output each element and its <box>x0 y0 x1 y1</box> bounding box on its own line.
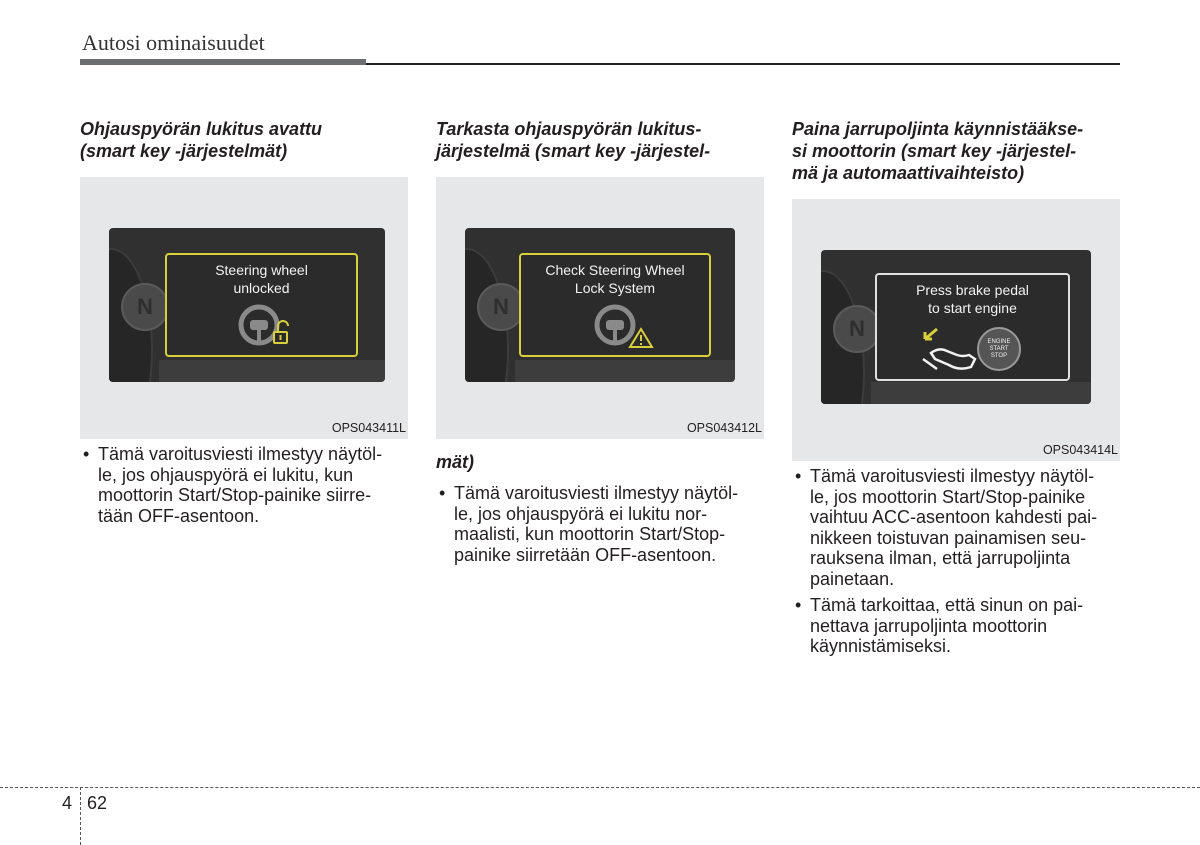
steering-wheel-warning-icon <box>593 303 655 349</box>
bullet-line: painetaan. <box>810 568 895 589</box>
heading-line: Tarkasta ohjauspyörän lukitus- <box>436 119 702 139</box>
header-rule-thick <box>80 59 366 65</box>
bullet-line: le, jos ohjauspyörä ei lukitu, kun <box>98 464 354 485</box>
footer-rule <box>0 787 1200 788</box>
figure-check-steering <box>436 177 764 439</box>
brake-pedal-icon <box>917 327 983 373</box>
display-ledge <box>515 360 735 382</box>
figure-steering-unlocked <box>80 177 408 439</box>
bullet-list <box>80 444 410 526</box>
message-line: Check Steering Wheel <box>545 262 685 278</box>
figure-code: OPS043414L <box>1042 443 1118 457</box>
button-label-line: START <box>989 346 1009 352</box>
heading-line: si moottorin (smart key -järjestel- <box>792 141 1077 161</box>
section-steering-unlocked <box>80 118 410 526</box>
figure-code: OPS043411L <box>331 421 406 435</box>
section-heading <box>436 118 766 162</box>
message-line: Press brake pedal <box>916 282 1029 298</box>
bullet-item <box>436 483 766 565</box>
heading-line: Ohjauspyörän lukitus avattu <box>80 119 323 139</box>
bullet-line: tään OFF-asentoon. <box>98 505 260 526</box>
cluster-display <box>109 228 385 382</box>
page-number: 62 <box>87 793 108 813</box>
section-heading <box>792 118 1122 184</box>
bullet-item <box>792 595 1122 657</box>
page-header-title: Autosi ominaisuudet <box>82 30 265 55</box>
bullet-line: vaihtuu ACC-asentoon kahdesti pai- <box>810 507 1098 527</box>
cluster-display <box>821 250 1091 404</box>
warning-message-box <box>519 253 711 357</box>
bullet-line: • Tämä tarkoittaa, että sinun on pai- <box>810 595 1084 615</box>
message-line: unlocked <box>233 280 290 296</box>
bullet-line: maalisti, kun moottorin Start/Stop- <box>454 524 726 544</box>
display-ledge <box>871 382 1091 404</box>
footer-divider <box>80 787 81 845</box>
message-line: to start engine <box>928 300 1017 316</box>
heading-continuation: mät) <box>436 452 475 472</box>
chapter-number: 4 <box>62 793 73 813</box>
steering-wheel-unlocked-icon <box>237 303 297 349</box>
message-line: Steering wheel <box>215 262 308 278</box>
bullet-line: le, jos moottorin Start/Stop-painike <box>810 486 1086 507</box>
bullet-item <box>80 444 410 526</box>
heading-line: järjestelmä (smart key -järjestel- <box>436 141 711 161</box>
figure-code: OPS043412L <box>686 421 762 435</box>
bullet-line: nikkeen toistuvan painamisen seu- <box>810 527 1087 548</box>
section-check-steering-lock <box>436 118 766 565</box>
bullet-line: le, jos ohjauspyörä ei lukitu nor- <box>454 503 708 524</box>
heading-line: mä ja automaattivaihteisto) <box>792 163 1025 183</box>
bullet-list <box>436 483 766 565</box>
bullet-line: rauksena ilman, että jarrupoljinta <box>810 548 1071 568</box>
heading-line: (smart key -järjestelmät) <box>80 141 288 161</box>
bullet-line: käynnistämiseksi. <box>810 636 952 656</box>
warning-message-box <box>875 273 1070 381</box>
bullet-line: • Tämä varoitusviesti ilmestyy näytöl- <box>454 483 739 503</box>
display-ledge <box>159 360 385 382</box>
bullet-list <box>792 466 1122 657</box>
section-heading <box>80 118 410 162</box>
bullet-line: painike siirretään OFF-asentoon. <box>454 544 717 565</box>
button-label-line: STOP <box>990 353 1008 359</box>
bullet-line: nettava jarrupoljinta moottorin <box>810 615 1048 636</box>
cluster-display <box>465 228 735 382</box>
bullet-item <box>792 466 1122 589</box>
gear-indicator-icon: N <box>121 283 169 331</box>
warning-message-box <box>165 253 358 357</box>
message-line: Lock System <box>574 280 656 296</box>
bullet-line: moottorin Start/Stop-painike siirre- <box>98 485 372 505</box>
engine-start-stop-button-icon <box>977 327 1021 371</box>
bullet-line: • Tämä varoitusviesti ilmestyy näytöl- <box>98 444 383 464</box>
button-label-line: ENGINE <box>987 339 1011 345</box>
gear-indicator-icon: N <box>477 283 525 331</box>
heading-line: Paina jarrupoljinta käynnistääkse- <box>792 119 1084 139</box>
section-press-brake <box>792 118 1122 657</box>
figure-press-brake <box>792 199 1120 461</box>
gear-indicator-icon: N <box>833 305 881 353</box>
message-text <box>877 281 1068 317</box>
message-text <box>167 261 356 297</box>
bullet-line: • Tämä varoitusviesti ilmestyy näytöl- <box>810 466 1095 486</box>
header-rule-thin <box>366 63 1120 65</box>
message-text <box>521 261 709 297</box>
